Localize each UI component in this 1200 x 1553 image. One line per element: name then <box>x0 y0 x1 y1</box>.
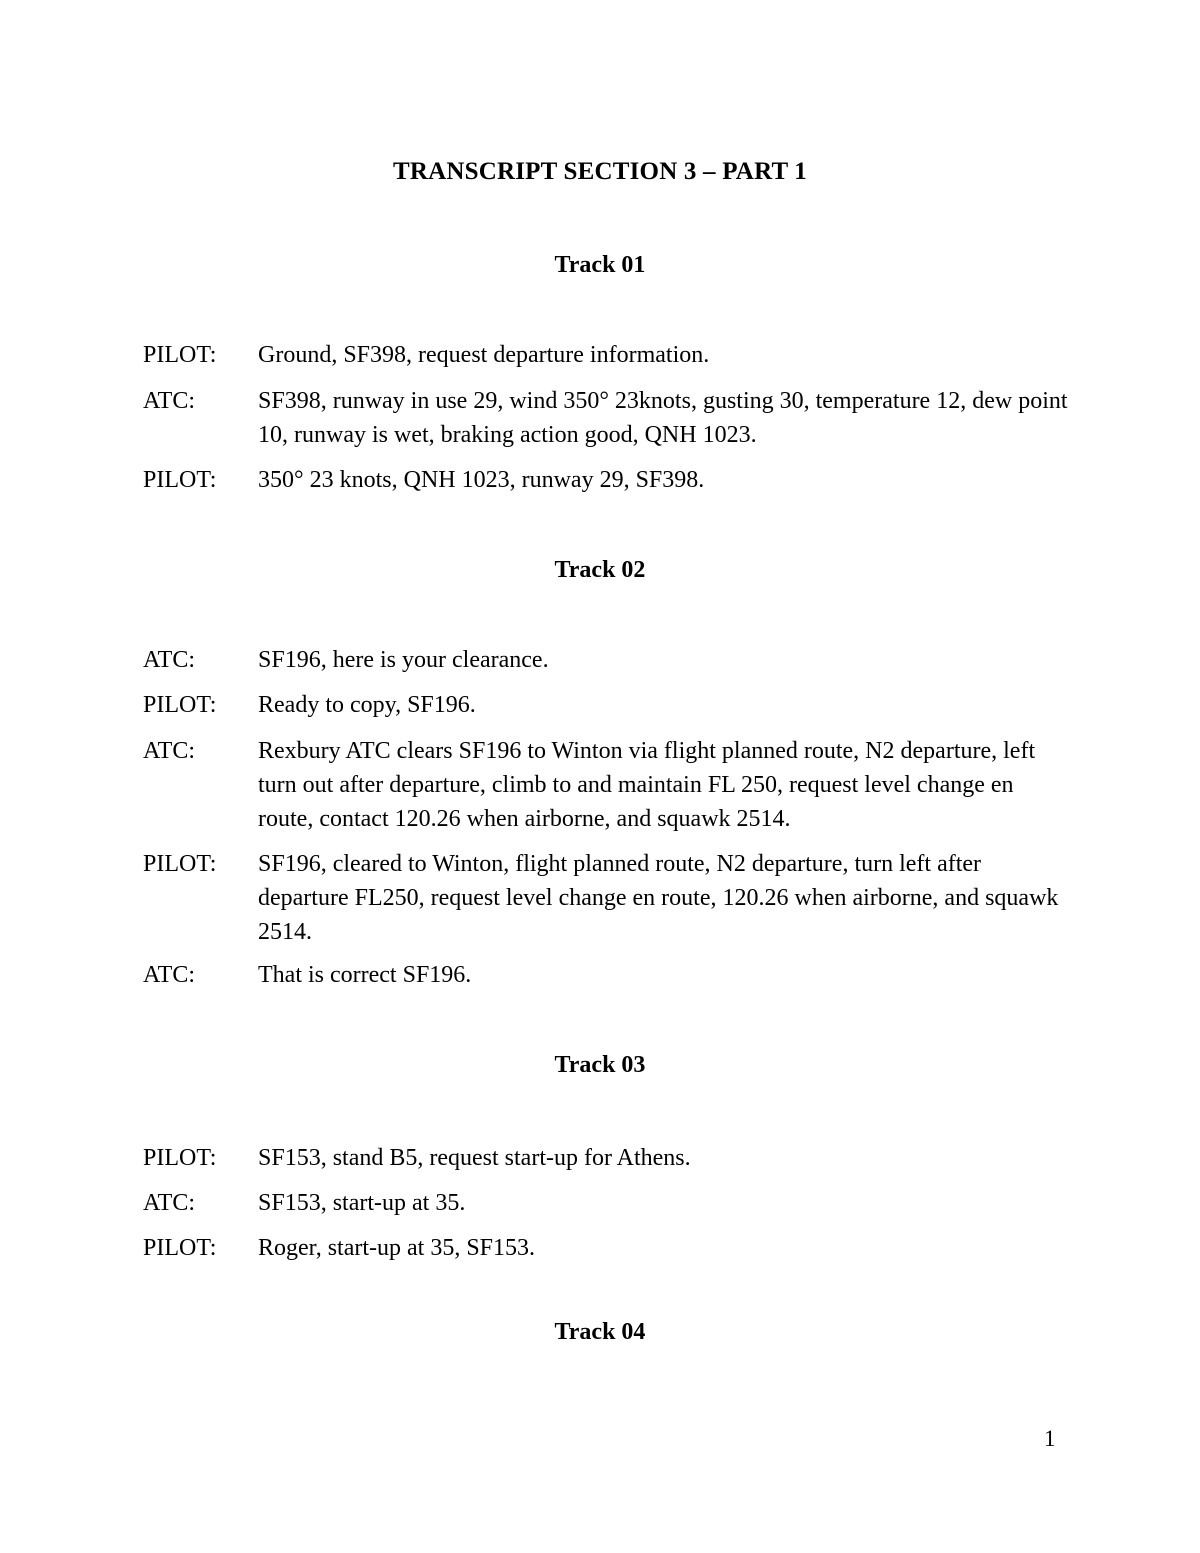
document-title: TRANSCRIPT SECTION 3 – PART 1 <box>392 158 808 185</box>
speech-text: Rexbury ATC clears SF196 to Winton via flight planned route, N2 departure, left turn out after departure, climb to and maintain FL 250, request level change en route, contact 120.26 when airborne, and squawk 2514. <box>258 738 1036 832</box>
speaker-label: PILOT: <box>143 1235 217 1261</box>
speaker-label: PILOT: <box>143 342 217 368</box>
speaker-label: PILOT: <box>143 692 217 718</box>
speaker-label: PILOT: <box>143 851 217 877</box>
track-heading: Track 03 <box>554 1052 646 1078</box>
speech-text: SF153, start-up at 35. <box>258 1190 466 1216</box>
speech-text: SF196, here is your clearance. <box>258 647 549 673</box>
speech-text: Ground, SF398, request departure information. <box>258 342 710 368</box>
speaker-label: ATC: <box>143 647 196 673</box>
speech-text: Ready to copy, SF196. <box>258 692 476 718</box>
track-heading: Track 01 <box>554 252 646 278</box>
speech-text: Roger, start-up at 35, SF153. <box>258 1235 536 1261</box>
speech-text: SF196, cleared to Winton, flight planned route, N2 departure, turn left after departure FL250, request level change en route, 120.26 when airborne, and squawk 2514. <box>258 851 1059 945</box>
speaker-label: ATC: <box>143 1190 196 1216</box>
speaker-label: ATC: <box>143 738 196 764</box>
page-number: 1 <box>1044 1426 1056 1451</box>
speaker-label: PILOT: <box>143 467 217 493</box>
speaker-label: ATC: <box>143 962 196 988</box>
speech-text: SF398, runway in use 29, wind 350° 23knots, gusting 30, temperature 12, dew point 10, runway is wet, braking action good, QNH 1023. <box>258 388 1068 448</box>
speech-text: 350° 23 knots, QNH 1023, runway 29, SF398. <box>258 467 705 493</box>
speaker-label: PILOT: <box>143 1145 217 1171</box>
speech-text: SF153, stand B5, request start-up for Athens. <box>258 1145 691 1171</box>
track-heading: Track 02 <box>554 557 646 583</box>
speaker-label: ATC: <box>143 388 196 414</box>
speech-text: That is correct SF196. <box>258 962 472 988</box>
track-heading: Track 04 <box>554 1319 646 1345</box>
